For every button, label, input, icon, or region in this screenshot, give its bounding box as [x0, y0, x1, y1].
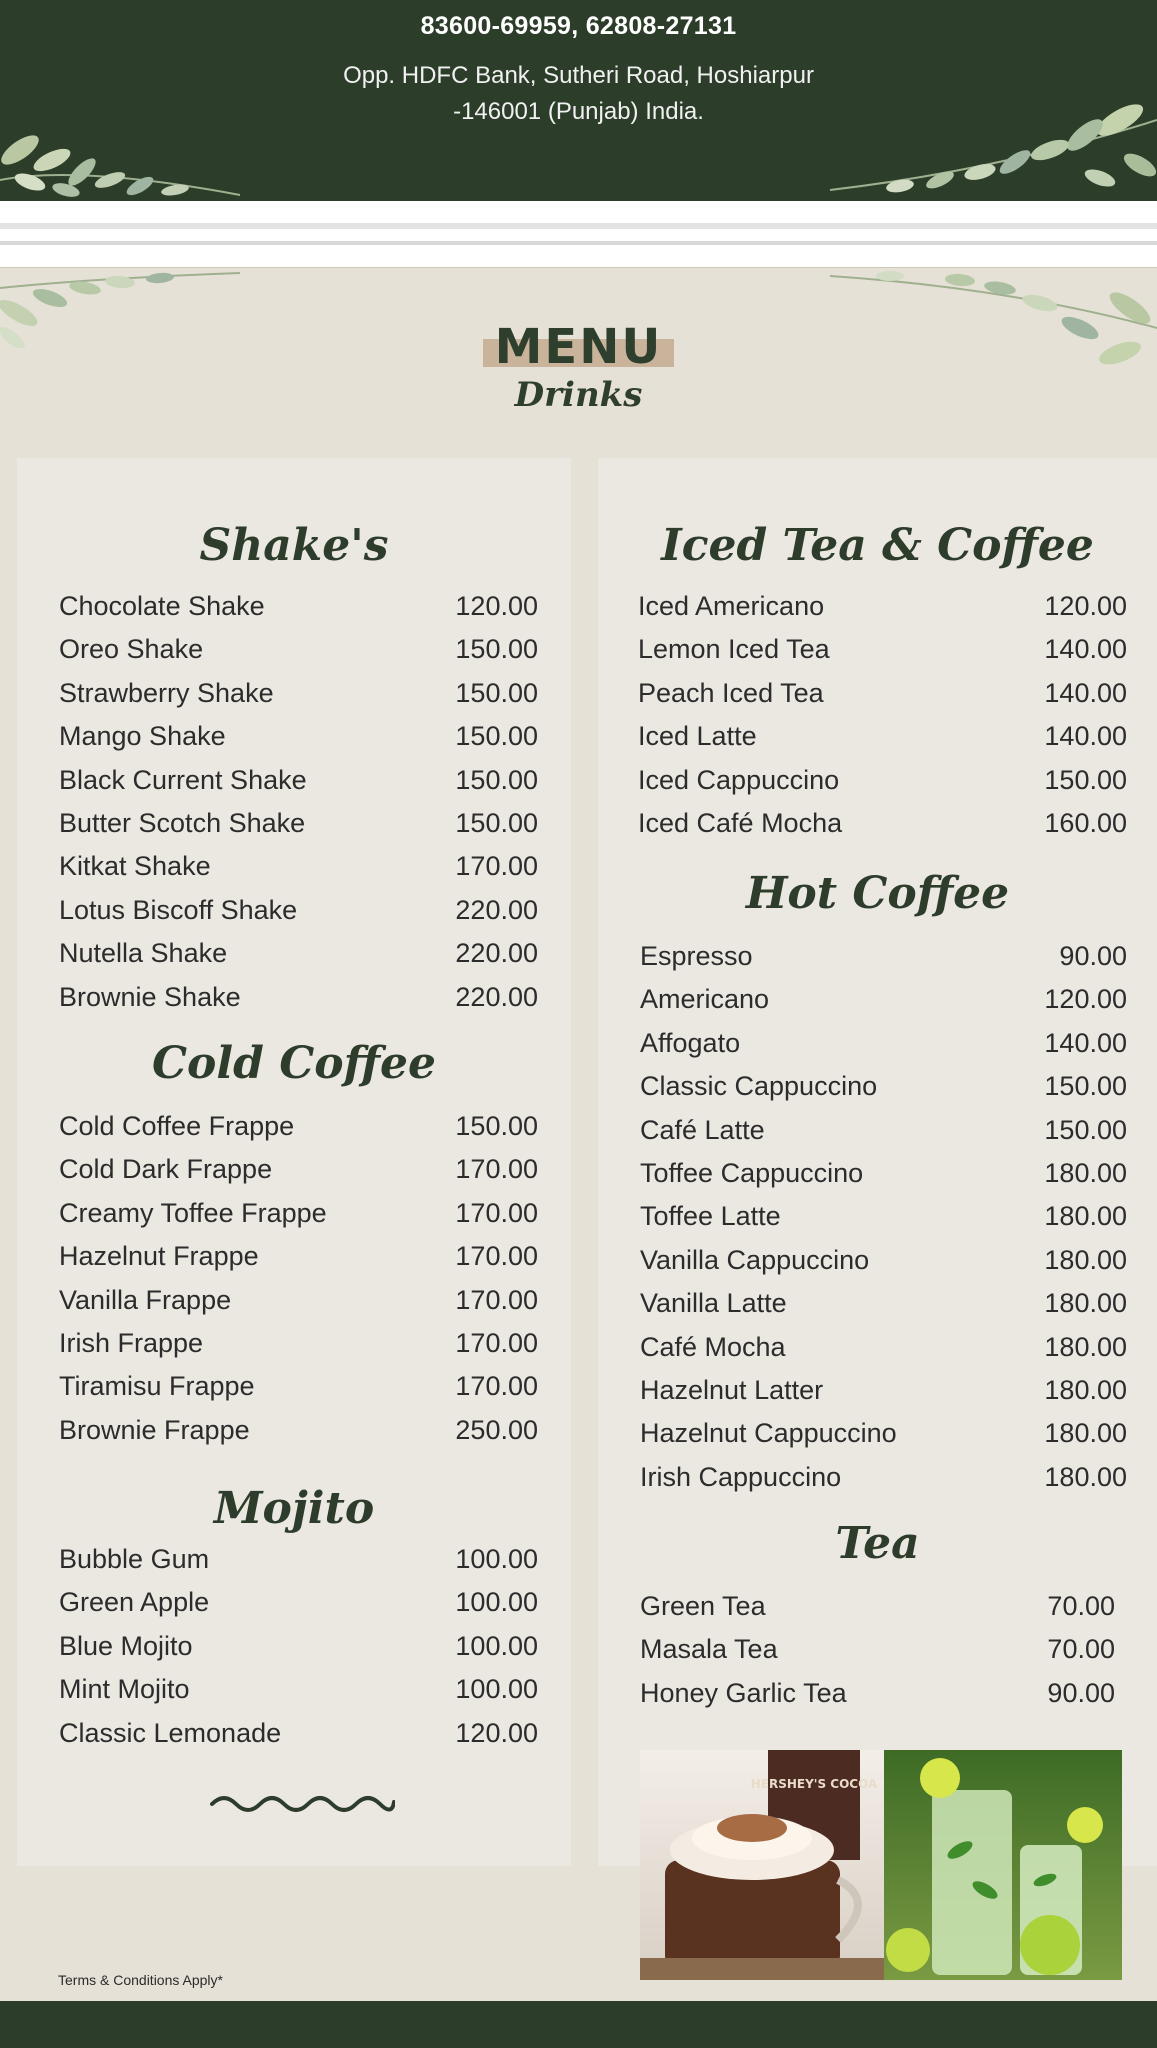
- menu-item-name: Iced Café Mocha: [638, 808, 843, 838]
- menu-item-name: Hazelnut Cappuccino: [640, 1418, 897, 1449]
- footer-bar: [0, 2001, 1157, 2048]
- menu-item-name: Bubble Gum: [59, 1544, 210, 1574]
- menu-item: [640, 1112, 1127, 1148]
- menu-item: [640, 1068, 1127, 1104]
- menu-item-name: Honey Garlic Tea: [640, 1677, 847, 1708]
- menu-item-name: Affogato: [640, 1027, 741, 1058]
- menu-item-price: 90.00: [1047, 1677, 1115, 1708]
- menu-item-name: Espresso: [640, 941, 753, 971]
- drink-photos: [640, 1750, 1122, 1980]
- menu-item: [59, 1108, 538, 1144]
- menu-item-price: 100.00: [455, 1587, 538, 1618]
- menu-item: [59, 1238, 538, 1274]
- menu-item-price: 220.00: [455, 938, 538, 969]
- section-title-hot-coffee: Hot Coffee: [745, 868, 1010, 919]
- cocoa-label: HERSHEY'S COCOA: [750, 1777, 878, 1791]
- menu-item-name: Kitkat Shake: [59, 851, 211, 882]
- menu-item-price: 180.00: [1044, 1461, 1127, 1492]
- divider-line: [0, 241, 1157, 245]
- menu-item: [638, 805, 1127, 841]
- menu-item: [59, 892, 538, 928]
- menu-item: [640, 1198, 1127, 1234]
- menu-body: [0, 267, 1157, 2001]
- menu-item: [59, 1584, 538, 1620]
- header-banner: [0, 0, 1157, 201]
- drink-photos-image: [640, 1750, 1122, 1980]
- menu-item: [59, 979, 538, 1015]
- squiggle-divider: [210, 1790, 395, 1814]
- menu-item: [59, 1282, 538, 1318]
- menu-item-price: 100.00: [455, 1674, 538, 1705]
- menu-item: [59, 935, 538, 971]
- menu-item: [59, 805, 538, 841]
- menu-item-price: 140.00: [1044, 1027, 1127, 1058]
- menu-item: [59, 762, 538, 798]
- menu-item-name: Masala Tea: [640, 1634, 778, 1665]
- menu-item-name: Toffee Latte: [640, 1201, 781, 1232]
- menu-item-price: 170.00: [455, 851, 538, 882]
- menu-item-name: Café Mocha: [640, 1331, 786, 1362]
- menu-item: [640, 1242, 1127, 1278]
- menu-item-price: 250.00: [455, 1414, 538, 1445]
- menu-item: [640, 1372, 1127, 1408]
- menu-item: [59, 1151, 538, 1187]
- menu-item: [59, 1412, 538, 1448]
- menu-item-name: Iced Cappuccino: [638, 764, 840, 795]
- menu-item: [638, 718, 1127, 754]
- menu-item: [640, 1285, 1127, 1321]
- menu-item-price: 180.00: [1044, 1418, 1127, 1449]
- menu-item: [640, 1588, 1115, 1624]
- menu-item-price: 120.00: [1044, 591, 1127, 621]
- menu-item-name: Tiramisu Frappe: [59, 1371, 255, 1402]
- menu-item: [59, 1195, 538, 1231]
- menu-item: [638, 631, 1127, 667]
- menu-item-name: Classic Lemonade: [59, 1717, 282, 1748]
- menu-item: [59, 631, 538, 667]
- menu-item-price: 140.00: [1044, 634, 1127, 665]
- menu-item-name: Nutella Shake: [59, 938, 228, 969]
- menu-item: [640, 938, 1127, 974]
- menu-item-price: 100.00: [455, 1630, 538, 1661]
- menu-item-price: 140.00: [1044, 677, 1127, 708]
- menu-item-price: 120.00: [455, 1717, 538, 1748]
- section-title-iced-tea-coffee: Iced Tea & Coffee: [661, 520, 1094, 571]
- menu-item-name: Cold Coffee Frappe: [59, 1111, 295, 1141]
- menu-item-price: 170.00: [455, 1328, 538, 1358]
- section-title-shakes: Shake's: [199, 520, 389, 571]
- phone-numbers: 83600-69959, 62808-27131: [420, 12, 737, 40]
- menu-item-name: Hazelnut Latter: [640, 1375, 824, 1405]
- menu-item-price: 150.00: [455, 634, 538, 665]
- menu-item: [640, 1631, 1115, 1667]
- menu-item-name: Mint Mojito: [59, 1674, 190, 1705]
- menu-item-name: Classic Cappuccino: [640, 1071, 878, 1102]
- menu-item-name: Iced Americano: [638, 591, 825, 621]
- menu-item-price: 140.00: [1044, 721, 1127, 752]
- menu-item-price: 180.00: [1044, 1158, 1127, 1188]
- menu-item-name: Lemon Iced Tea: [638, 634, 830, 665]
- menu-item-name: Iced Latte: [638, 721, 757, 752]
- menu-panel-right: [598, 458, 1157, 1866]
- menu-item: [640, 1155, 1127, 1191]
- menu-item-name: Vanilla Cappuccino: [640, 1244, 870, 1275]
- menu-item: [59, 588, 538, 624]
- address-line-1: Opp. HDFC Bank, Sutheri Road, Hoshiarpur: [343, 62, 814, 89]
- menu-item-name: Irish Cappuccino: [640, 1461, 842, 1492]
- menu-item: [59, 1628, 538, 1664]
- menu-item-name: Irish Frappe: [59, 1328, 204, 1358]
- menu-item-price: 180.00: [1044, 1375, 1127, 1405]
- menu-item-name: Chocolate Shake: [59, 591, 265, 621]
- menu-item: [640, 1329, 1127, 1365]
- menu-item-name: Hazelnut Frappe: [59, 1241, 259, 1272]
- menu-item: [59, 1671, 538, 1707]
- menu-item-name: Strawberry Shake: [59, 677, 274, 708]
- menu-item-name: Creamy Toffee Frappe: [59, 1197, 327, 1228]
- menu-item-price: 90.00: [1059, 941, 1127, 971]
- menu-item-price: 170.00: [455, 1284, 538, 1315]
- menu-item-price: 150.00: [1044, 764, 1127, 795]
- menu-item-price: 150.00: [455, 721, 538, 752]
- menu-item-price: 180.00: [1044, 1288, 1127, 1319]
- leaves-decoration-left: [0, 110, 250, 201]
- menu-panel-left: [17, 458, 571, 1866]
- menu-item-price: 150.00: [1044, 1114, 1127, 1145]
- menu-item-name: Oreo Shake: [59, 634, 204, 665]
- menu-item-name: Toffee Cappuccino: [640, 1158, 864, 1188]
- menu-item-price: 150.00: [455, 1111, 538, 1141]
- divider-band: [0, 201, 1157, 267]
- menu-item-price: 150.00: [455, 677, 538, 708]
- terms-note: Terms & Conditions Apply*: [58, 1972, 223, 1988]
- divider-line: [0, 223, 1157, 229]
- menu-item-name: Black Current Shake: [59, 764, 307, 795]
- menu-item: [638, 762, 1127, 798]
- menu-item: [640, 981, 1127, 1017]
- menu-item-price: 120.00: [455, 591, 538, 621]
- menu-item: [638, 588, 1127, 624]
- menu-item-name: Green Apple: [59, 1587, 210, 1618]
- menu-item-price: 170.00: [455, 1371, 538, 1402]
- menu-item-name: Vanilla Frappe: [59, 1284, 232, 1315]
- menu-item: [640, 1415, 1127, 1451]
- menu-item-price: 70.00: [1047, 1634, 1115, 1665]
- menu-item-price: 220.00: [455, 981, 538, 1012]
- menu-item: [59, 1325, 538, 1361]
- menu-item-name: Peach Iced Tea: [638, 677, 824, 708]
- menu-item-price: 100.00: [455, 1544, 538, 1574]
- menu-item-name: Green Tea: [640, 1591, 766, 1621]
- menu-item: [638, 675, 1127, 711]
- menu-item-price: 150.00: [455, 764, 538, 795]
- menu-item-price: 180.00: [1044, 1201, 1127, 1232]
- menu-item-price: 70.00: [1047, 1591, 1115, 1621]
- menu-heading: MENU: [483, 323, 675, 371]
- menu-item: [59, 1715, 538, 1751]
- menu-item-price: 180.00: [1044, 1244, 1127, 1275]
- menu-item-price: 150.00: [455, 808, 538, 838]
- menu-item-name: Cold Dark Frappe: [59, 1154, 273, 1185]
- menu-item-price: 170.00: [455, 1241, 538, 1272]
- menu-item-price: 180.00: [1044, 1331, 1127, 1362]
- menu-item-price: 170.00: [455, 1154, 538, 1185]
- leaves-decoration-right: [820, 90, 1157, 201]
- menu-item-name: Blue Mojito: [59, 1630, 193, 1661]
- section-title-mojito: Mojito: [213, 1483, 375, 1534]
- menu-item: [59, 848, 538, 884]
- menu-title: [0, 319, 1157, 415]
- menu-item-price: 220.00: [455, 894, 538, 925]
- menu-item-price: 160.00: [1044, 808, 1127, 838]
- menu-item-name: Lotus Biscoff Shake: [59, 894, 298, 925]
- menu-item-name: Mango Shake: [59, 721, 226, 752]
- menu-item-name: Vanilla Latte: [640, 1288, 787, 1319]
- menu-item-price: 120.00: [1044, 984, 1127, 1015]
- section-title-tea: Tea: [835, 1518, 920, 1569]
- menu-item: [59, 1541, 538, 1577]
- section-title-cold-coffee: Cold Coffee: [152, 1038, 436, 1089]
- address-line-2: -146001 (Punjab) India.: [453, 98, 704, 125]
- menu-item-name: Brownie Frappe: [59, 1414, 250, 1445]
- menu-item: [640, 1459, 1127, 1495]
- menu-item: [59, 1368, 538, 1404]
- menu-item-name: Americano: [640, 984, 770, 1015]
- menu-subtitle: Drinks: [514, 375, 643, 415]
- menu-item: [640, 1025, 1127, 1061]
- menu-item-price: 170.00: [455, 1197, 538, 1228]
- menu-item-name: Butter Scotch Shake: [59, 808, 306, 838]
- menu-item-name: Café Latte: [640, 1114, 765, 1145]
- menu-item-price: 150.00: [1044, 1071, 1127, 1102]
- menu-item-name: Brownie Shake: [59, 981, 241, 1012]
- menu-item: [59, 675, 538, 711]
- menu-item: [59, 718, 538, 754]
- menu-item: [640, 1675, 1115, 1711]
